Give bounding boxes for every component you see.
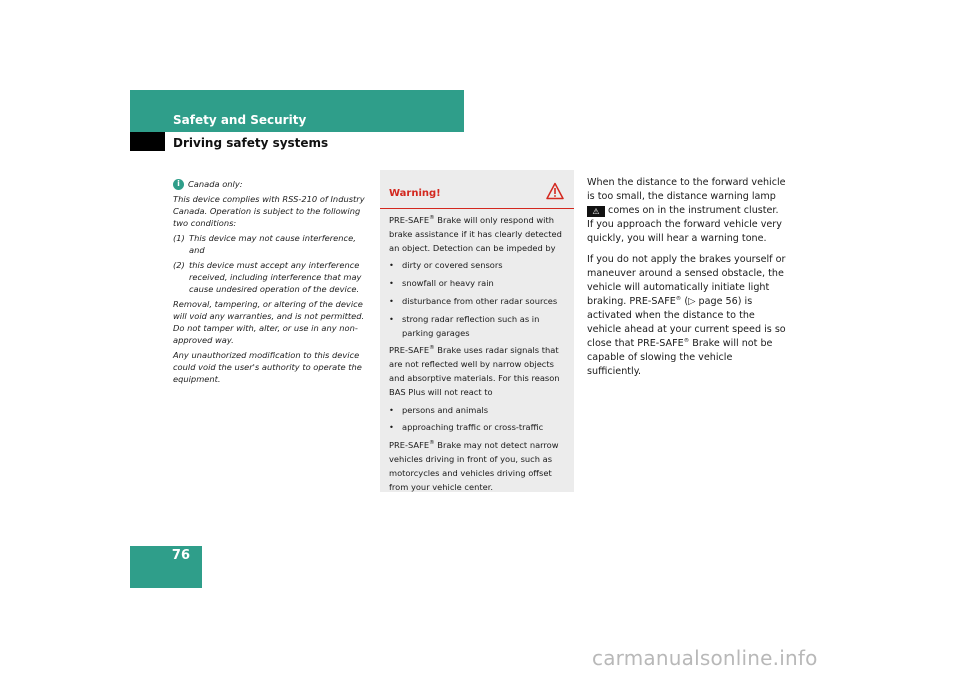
list-item	[389, 259, 566, 273]
body-paragraph-1	[587, 176, 787, 246]
warning-paragraph-3	[389, 439, 566, 494]
info-note	[173, 178, 369, 388]
bullet: •	[389, 295, 394, 306]
bullet: •	[389, 260, 394, 271]
registered-mark: ®	[683, 337, 690, 344]
warning-triangle-icon	[546, 182, 564, 200]
list-item-text: approaching traffic or cross-traffic	[402, 422, 544, 433]
watermark: carmanualsonline.info	[592, 646, 818, 670]
list-item-text: disturbance from other radar sources	[402, 295, 558, 306]
registered-mark: ®	[429, 345, 435, 352]
condition-item	[173, 232, 369, 256]
paragraph-text: Brake may not detect narrow vehicles driving in front of you, such as motorcycles and vehicles driving offset from your vehicle center.	[389, 440, 559, 492]
condition-text: this device must accept any interference received, including interference that may cause undesired operation of the device.	[189, 260, 362, 294]
condition-item	[173, 259, 369, 295]
info-icon: i	[173, 179, 184, 190]
distance-warning-lamp-icon: ⚠	[587, 206, 605, 217]
list-item-text: dirty or covered sensors	[402, 260, 503, 271]
warning-header	[380, 170, 574, 209]
list-item-text: snowfall or heavy rain	[402, 278, 494, 289]
list-item	[389, 295, 566, 309]
bullet: •	[389, 404, 394, 415]
section-tab-marker	[130, 132, 165, 151]
bullet: •	[389, 278, 394, 289]
paragraph-text: When the distance to the forward vehicle is too small, the distance warning lamp	[587, 177, 786, 202]
list-item	[389, 421, 566, 435]
info-note-intro: This device complies with RSS-210 of Industry Canada. Operation is subject to the following two conditions:	[173, 194, 365, 228]
paragraph-text: is activated when the distance to the vehicle ahead at your current speed is so close that PRE-SAFE	[587, 296, 786, 349]
info-note-heading: Canada only:	[188, 179, 243, 189]
impediment-list	[389, 259, 566, 340]
page-number: 76	[171, 548, 190, 563]
paragraph-text: comes on in the instrument cluster. If you approach the forward vehicle very quickly, you will hear a warning tone.	[587, 205, 782, 244]
subsection-title: Driving safety systems	[173, 136, 329, 150]
warning-box	[380, 170, 574, 492]
list-item	[389, 313, 566, 341]
list-item-text: strong radar reflection such as in parking garages	[402, 313, 540, 338]
list-item	[389, 404, 566, 418]
condition-number: (1)	[173, 233, 185, 243]
info-note-heading-row	[173, 178, 369, 190]
list-item	[389, 277, 566, 291]
warning-paragraph-2	[389, 344, 566, 399]
paragraph-text: Brake will only respond with brake assistance if it has clearly detected an object. Detection can be impeded by	[389, 215, 562, 253]
paragraph-text: If you do not apply the brakes yourself or maneuver around a sensed obstacle, the vehicle will automatically initiate light braking. PRE-SAFE	[587, 254, 786, 307]
info-note-modification: Any unauthorized modification to this device could void the user's authority to operate the equipment.	[173, 350, 362, 384]
section-title: Safety and Security	[173, 113, 307, 127]
list-item-text: persons and animals	[402, 404, 489, 415]
condition-text: This device may not cause interference, and	[189, 233, 356, 255]
registered-mark: ®	[429, 440, 435, 447]
page-reference: (▷ page 56)	[681, 296, 742, 307]
brand-name: PRE-SAFE	[389, 440, 430, 451]
paragraph-text: Brake will not be capable of slowing the vehicle sufficiently.	[587, 338, 773, 377]
info-note-removal: Removal, tampering, or altering of the device will void any warranties, and is not permitted. Do not tamper with, alter, or use in any non-approved way.	[173, 299, 365, 345]
warning-body	[380, 209, 574, 494]
page-number-box	[130, 546, 202, 588]
bullet: •	[389, 313, 394, 324]
brand-name: PRE-SAFE	[389, 215, 430, 225]
body-paragraph-2	[587, 253, 787, 379]
warning-paragraph-1	[389, 214, 566, 255]
warning-title: Warning!	[389, 188, 441, 199]
paragraph-text: Brake uses radar signals that are not reflected well by narrow objects and absorptive materials. For this reason BAS Plus will not react to	[389, 345, 560, 397]
registered-mark: ®	[675, 295, 682, 302]
body-text	[587, 176, 787, 386]
brand-name: PRE-SAFE	[389, 345, 430, 356]
condition-number: (2)	[173, 260, 185, 270]
non-reaction-list	[389, 404, 566, 436]
registered-mark: ®	[429, 215, 435, 222]
bullet: •	[389, 422, 394, 433]
